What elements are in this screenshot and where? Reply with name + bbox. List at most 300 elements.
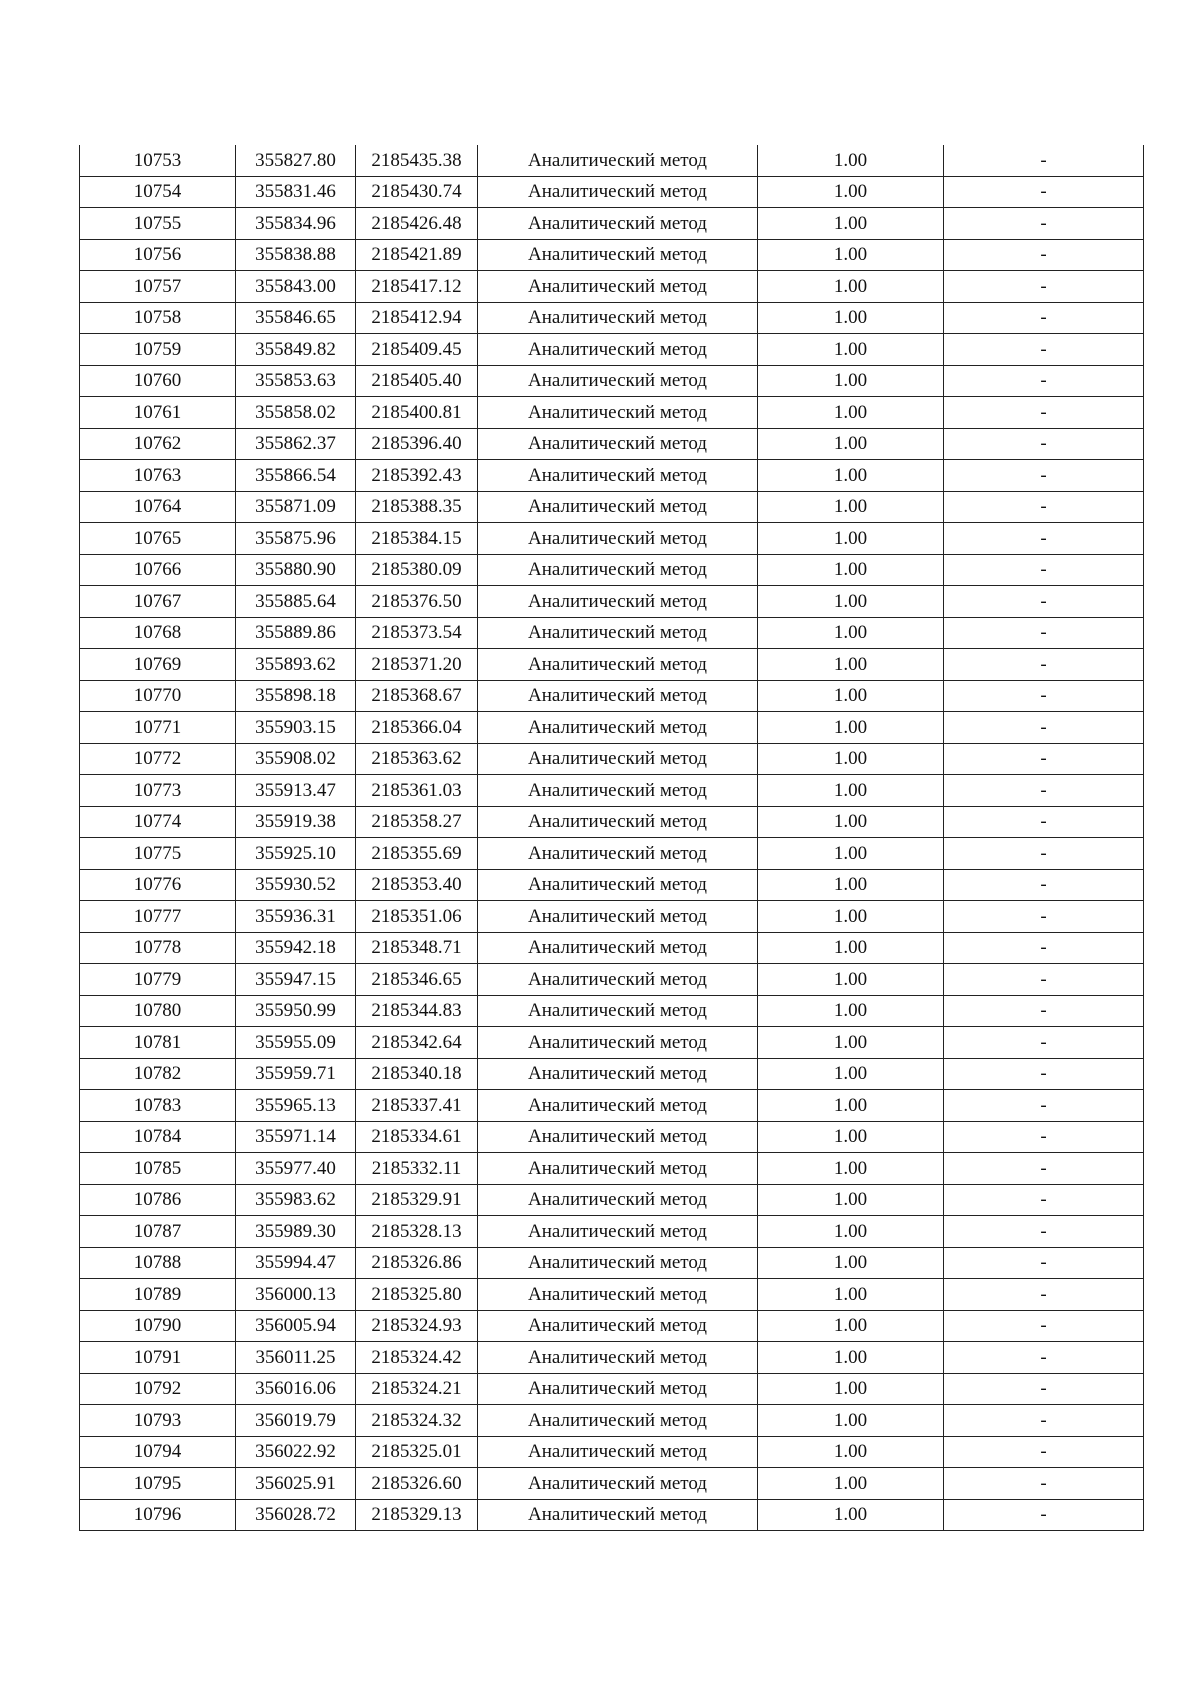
point-number-cell: 10763: [80, 460, 236, 492]
accuracy-cell: 1.00: [758, 397, 944, 429]
y-coordinate-cell: 2185342.64: [356, 1027, 478, 1059]
y-coordinate-cell: 2185388.35: [356, 491, 478, 523]
table-row: [80, 523, 1144, 555]
table-row: [80, 712, 1144, 744]
description-cell: -: [944, 554, 1144, 586]
accuracy-cell: 1.00: [758, 649, 944, 681]
y-coordinate-cell: 2185344.83: [356, 995, 478, 1027]
x-coordinate-cell: 355908.02: [236, 743, 356, 775]
description-cell: -: [944, 586, 1144, 618]
method-cell: Аналитический метод: [478, 964, 758, 996]
description-cell: -: [944, 491, 1144, 523]
x-coordinate-cell: 355862.37: [236, 428, 356, 460]
y-coordinate-cell: 2185332.11: [356, 1153, 478, 1185]
x-coordinate-cell: 356025.91: [236, 1468, 356, 1500]
table-row: [80, 838, 1144, 870]
description-cell: -: [944, 1499, 1144, 1531]
x-coordinate-cell: 355838.88: [236, 239, 356, 271]
table-row: [80, 1121, 1144, 1153]
accuracy-cell: 1.00: [758, 491, 944, 523]
accuracy-cell: 1.00: [758, 964, 944, 996]
method-cell: Аналитический метод: [478, 743, 758, 775]
y-coordinate-cell: 2185426.48: [356, 208, 478, 240]
method-cell: Аналитический метод: [478, 901, 758, 933]
description-cell: -: [944, 1216, 1144, 1248]
x-coordinate-cell: 355866.54: [236, 460, 356, 492]
x-coordinate-cell: 355983.62: [236, 1184, 356, 1216]
method-cell: Аналитический метод: [478, 554, 758, 586]
table-row: [80, 1279, 1144, 1311]
y-coordinate-cell: 2185400.81: [356, 397, 478, 429]
accuracy-cell: 1.00: [758, 617, 944, 649]
table-row: [80, 1058, 1144, 1090]
accuracy-cell: 1.00: [758, 1153, 944, 1185]
x-coordinate-cell: 355849.82: [236, 334, 356, 366]
table-row: [80, 1027, 1144, 1059]
method-cell: Аналитический метод: [478, 334, 758, 366]
y-coordinate-cell: 2185325.01: [356, 1436, 478, 1468]
description-cell: -: [944, 302, 1144, 334]
table-row: [80, 1153, 1144, 1185]
description-cell: -: [944, 1279, 1144, 1311]
accuracy-cell: 1.00: [758, 712, 944, 744]
accuracy-cell: 1.00: [758, 1027, 944, 1059]
point-number-cell: 10771: [80, 712, 236, 744]
accuracy-cell: 1.00: [758, 901, 944, 933]
description-cell: -: [944, 869, 1144, 901]
x-coordinate-cell: 355959.71: [236, 1058, 356, 1090]
point-number-cell: 10789: [80, 1279, 236, 1311]
y-coordinate-cell: 2185358.27: [356, 806, 478, 838]
table-row: [80, 554, 1144, 586]
x-coordinate-cell: 355971.14: [236, 1121, 356, 1153]
method-cell: Аналитический метод: [478, 523, 758, 555]
x-coordinate-cell: 356011.25: [236, 1342, 356, 1374]
point-number-cell: 10754: [80, 176, 236, 208]
description-cell: -: [944, 1153, 1144, 1185]
description-cell: -: [944, 932, 1144, 964]
description-cell: -: [944, 964, 1144, 996]
method-cell: Аналитический метод: [478, 869, 758, 901]
table-row: [80, 1468, 1144, 1500]
table-row: [80, 176, 1144, 208]
description-cell: -: [944, 1373, 1144, 1405]
point-number-cell: 10756: [80, 239, 236, 271]
y-coordinate-cell: 2185409.45: [356, 334, 478, 366]
y-coordinate-cell: 2185334.61: [356, 1121, 478, 1153]
table-row: [80, 145, 1144, 176]
point-number-cell: 10794: [80, 1436, 236, 1468]
method-cell: Аналитический метод: [478, 712, 758, 744]
accuracy-cell: 1.00: [758, 523, 944, 555]
accuracy-cell: 1.00: [758, 1342, 944, 1374]
method-cell: Аналитический метод: [478, 208, 758, 240]
accuracy-cell: 1.00: [758, 208, 944, 240]
method-cell: Аналитический метод: [478, 1247, 758, 1279]
method-cell: Аналитический метод: [478, 995, 758, 1027]
table-row: [80, 397, 1144, 429]
y-coordinate-cell: 2185324.21: [356, 1373, 478, 1405]
table-row: [80, 743, 1144, 775]
x-coordinate-cell: 355853.63: [236, 365, 356, 397]
accuracy-cell: 1.00: [758, 1373, 944, 1405]
method-cell: Аналитический метод: [478, 176, 758, 208]
method-cell: Аналитический метод: [478, 617, 758, 649]
description-cell: -: [944, 208, 1144, 240]
method-cell: Аналитический метод: [478, 680, 758, 712]
x-coordinate-cell: 355827.80: [236, 145, 356, 176]
description-cell: -: [944, 145, 1144, 176]
description-cell: -: [944, 901, 1144, 933]
table-row: [80, 1405, 1144, 1437]
y-coordinate-cell: 2185324.42: [356, 1342, 478, 1374]
table-row: [80, 271, 1144, 303]
accuracy-cell: 1.00: [758, 428, 944, 460]
accuracy-cell: 1.00: [758, 806, 944, 838]
description-cell: -: [944, 176, 1144, 208]
method-cell: Аналитический метод: [478, 1121, 758, 1153]
table-row: [80, 365, 1144, 397]
point-number-cell: 10765: [80, 523, 236, 555]
point-number-cell: 10788: [80, 1247, 236, 1279]
point-number-cell: 10764: [80, 491, 236, 523]
point-number-cell: 10776: [80, 869, 236, 901]
y-coordinate-cell: 2185380.09: [356, 554, 478, 586]
x-coordinate-cell: 355947.15: [236, 964, 356, 996]
point-number-cell: 10793: [80, 1405, 236, 1437]
method-cell: Аналитический метод: [478, 491, 758, 523]
y-coordinate-cell: 2185366.04: [356, 712, 478, 744]
accuracy-cell: 1.00: [758, 460, 944, 492]
method-cell: Аналитический метод: [478, 1216, 758, 1248]
method-cell: Аналитический метод: [478, 271, 758, 303]
method-cell: Аналитический метод: [478, 775, 758, 807]
method-cell: Аналитический метод: [478, 460, 758, 492]
x-coordinate-cell: 356016.06: [236, 1373, 356, 1405]
x-coordinate-cell: 356028.72: [236, 1499, 356, 1531]
x-coordinate-cell: 355965.13: [236, 1090, 356, 1122]
description-cell: -: [944, 239, 1144, 271]
y-coordinate-cell: 2185376.50: [356, 586, 478, 618]
accuracy-cell: 1.00: [758, 775, 944, 807]
accuracy-cell: 1.00: [758, 1279, 944, 1311]
point-number-cell: 10785: [80, 1153, 236, 1185]
point-number-cell: 10781: [80, 1027, 236, 1059]
table-row: [80, 775, 1144, 807]
description-cell: -: [944, 271, 1144, 303]
method-cell: Аналитический метод: [478, 1058, 758, 1090]
accuracy-cell: 1.00: [758, 586, 944, 618]
point-number-cell: 10770: [80, 680, 236, 712]
table-row: [80, 1342, 1144, 1374]
point-number-cell: 10758: [80, 302, 236, 334]
accuracy-cell: 1.00: [758, 1121, 944, 1153]
x-coordinate-cell: 355903.15: [236, 712, 356, 744]
x-coordinate-cell: 355936.31: [236, 901, 356, 933]
y-coordinate-cell: 2185396.40: [356, 428, 478, 460]
x-coordinate-cell: 355994.47: [236, 1247, 356, 1279]
description-cell: -: [944, 523, 1144, 555]
description-cell: -: [944, 712, 1144, 744]
description-cell: -: [944, 1342, 1144, 1374]
x-coordinate-cell: 355913.47: [236, 775, 356, 807]
method-cell: Аналитический метод: [478, 1279, 758, 1311]
description-cell: -: [944, 806, 1144, 838]
method-cell: Аналитический метод: [478, 1090, 758, 1122]
accuracy-cell: 1.00: [758, 302, 944, 334]
y-coordinate-cell: 2185353.40: [356, 869, 478, 901]
description-cell: -: [944, 649, 1144, 681]
table-row: [80, 1310, 1144, 1342]
x-coordinate-cell: 355919.38: [236, 806, 356, 838]
point-number-cell: 10790: [80, 1310, 236, 1342]
description-cell: -: [944, 397, 1144, 429]
x-coordinate-cell: 356000.13: [236, 1279, 356, 1311]
y-coordinate-cell: 2185405.40: [356, 365, 478, 397]
point-number-cell: 10784: [80, 1121, 236, 1153]
accuracy-cell: 1.00: [758, 239, 944, 271]
x-coordinate-cell: 355843.00: [236, 271, 356, 303]
y-coordinate-cell: 2185351.06: [356, 901, 478, 933]
description-cell: -: [944, 1027, 1144, 1059]
y-coordinate-cell: 2185412.94: [356, 302, 478, 334]
description-cell: -: [944, 617, 1144, 649]
point-number-cell: 10755: [80, 208, 236, 240]
accuracy-cell: 1.00: [758, 932, 944, 964]
table-row: [80, 617, 1144, 649]
description-cell: -: [944, 680, 1144, 712]
x-coordinate-cell: 355889.86: [236, 617, 356, 649]
table-row: [80, 806, 1144, 838]
y-coordinate-cell: 2185328.13: [356, 1216, 478, 1248]
accuracy-cell: 1.00: [758, 365, 944, 397]
table-row: [80, 901, 1144, 933]
description-cell: -: [944, 1247, 1144, 1279]
method-cell: Аналитический метод: [478, 1153, 758, 1185]
y-coordinate-cell: 2185417.12: [356, 271, 478, 303]
table-row: [80, 869, 1144, 901]
x-coordinate-cell: 355834.96: [236, 208, 356, 240]
point-number-cell: 10777: [80, 901, 236, 933]
y-coordinate-cell: 2185348.71: [356, 932, 478, 964]
table-row: [80, 208, 1144, 240]
y-coordinate-cell: 2185329.91: [356, 1184, 478, 1216]
table-row: [80, 1090, 1144, 1122]
y-coordinate-cell: 2185361.03: [356, 775, 478, 807]
table-row: [80, 460, 1144, 492]
accuracy-cell: 1.00: [758, 1310, 944, 1342]
description-cell: -: [944, 1090, 1144, 1122]
method-cell: Аналитический метод: [478, 1027, 758, 1059]
description-cell: -: [944, 1468, 1144, 1500]
method-cell: Аналитический метод: [478, 1405, 758, 1437]
accuracy-cell: 1.00: [758, 680, 944, 712]
accuracy-cell: 1.00: [758, 743, 944, 775]
y-coordinate-cell: 2185337.41: [356, 1090, 478, 1122]
method-cell: Аналитический метод: [478, 1373, 758, 1405]
x-coordinate-cell: 355950.99: [236, 995, 356, 1027]
coordinates-table: [79, 145, 1144, 1531]
x-coordinate-cell: 355880.90: [236, 554, 356, 586]
y-coordinate-cell: 2185430.74: [356, 176, 478, 208]
accuracy-cell: 1.00: [758, 145, 944, 176]
accuracy-cell: 1.00: [758, 334, 944, 366]
y-coordinate-cell: 2185346.65: [356, 964, 478, 996]
method-cell: Аналитический метод: [478, 1342, 758, 1374]
y-coordinate-cell: 2185384.15: [356, 523, 478, 555]
accuracy-cell: 1.00: [758, 271, 944, 303]
point-number-cell: 10787: [80, 1216, 236, 1248]
accuracy-cell: 1.00: [758, 1405, 944, 1437]
description-cell: -: [944, 1436, 1144, 1468]
point-number-cell: 10769: [80, 649, 236, 681]
table-row: [80, 1373, 1144, 1405]
y-coordinate-cell: 2185340.18: [356, 1058, 478, 1090]
table-row: [80, 995, 1144, 1027]
method-cell: Аналитический метод: [478, 932, 758, 964]
point-number-cell: 10760: [80, 365, 236, 397]
point-number-cell: 10774: [80, 806, 236, 838]
point-number-cell: 10782: [80, 1058, 236, 1090]
table-row: [80, 1247, 1144, 1279]
description-cell: -: [944, 775, 1144, 807]
table-row: [80, 586, 1144, 618]
table-row: [80, 1499, 1144, 1531]
description-cell: -: [944, 365, 1144, 397]
point-number-cell: 10759: [80, 334, 236, 366]
x-coordinate-cell: 355893.62: [236, 649, 356, 681]
point-number-cell: 10778: [80, 932, 236, 964]
x-coordinate-cell: 355989.30: [236, 1216, 356, 1248]
description-cell: -: [944, 1405, 1144, 1437]
method-cell: Аналитический метод: [478, 838, 758, 870]
accuracy-cell: 1.00: [758, 1499, 944, 1531]
point-number-cell: 10767: [80, 586, 236, 618]
point-number-cell: 10792: [80, 1373, 236, 1405]
x-coordinate-cell: 355871.09: [236, 491, 356, 523]
description-cell: -: [944, 1058, 1144, 1090]
x-coordinate-cell: 355846.65: [236, 302, 356, 334]
y-coordinate-cell: 2185392.43: [356, 460, 478, 492]
y-coordinate-cell: 2185421.89: [356, 239, 478, 271]
description-cell: -: [944, 460, 1144, 492]
accuracy-cell: 1.00: [758, 1184, 944, 1216]
x-coordinate-cell: 355831.46: [236, 176, 356, 208]
accuracy-cell: 1.00: [758, 838, 944, 870]
method-cell: Аналитический метод: [478, 145, 758, 176]
accuracy-cell: 1.00: [758, 1058, 944, 1090]
table-row: [80, 491, 1144, 523]
table-row: [80, 649, 1144, 681]
method-cell: Аналитический метод: [478, 1499, 758, 1531]
y-coordinate-cell: 2185363.62: [356, 743, 478, 775]
accuracy-cell: 1.00: [758, 1216, 944, 1248]
y-coordinate-cell: 2185326.60: [356, 1468, 478, 1500]
point-number-cell: 10779: [80, 964, 236, 996]
table-row: [80, 428, 1144, 460]
x-coordinate-cell: 356022.92: [236, 1436, 356, 1468]
x-coordinate-cell: 355955.09: [236, 1027, 356, 1059]
y-coordinate-cell: 2185435.38: [356, 145, 478, 176]
point-number-cell: 10796: [80, 1499, 236, 1531]
point-number-cell: 10780: [80, 995, 236, 1027]
table-row: [80, 932, 1144, 964]
x-coordinate-cell: 356005.94: [236, 1310, 356, 1342]
method-cell: Аналитический метод: [478, 397, 758, 429]
y-coordinate-cell: 2185325.80: [356, 1279, 478, 1311]
description-cell: -: [944, 838, 1144, 870]
method-cell: Аналитический метод: [478, 365, 758, 397]
accuracy-cell: 1.00: [758, 1247, 944, 1279]
method-cell: Аналитический метод: [478, 1436, 758, 1468]
point-number-cell: 10773: [80, 775, 236, 807]
y-coordinate-cell: 2185373.54: [356, 617, 478, 649]
y-coordinate-cell: 2185324.93: [356, 1310, 478, 1342]
description-cell: -: [944, 743, 1144, 775]
point-number-cell: 10775: [80, 838, 236, 870]
point-number-cell: 10791: [80, 1342, 236, 1374]
method-cell: Аналитический метод: [478, 428, 758, 460]
accuracy-cell: 1.00: [758, 1090, 944, 1122]
table-row: [80, 302, 1144, 334]
x-coordinate-cell: 355858.02: [236, 397, 356, 429]
table-row: [80, 680, 1144, 712]
method-cell: Аналитический метод: [478, 586, 758, 618]
method-cell: Аналитический метод: [478, 806, 758, 838]
description-cell: -: [944, 1121, 1144, 1153]
point-number-cell: 10762: [80, 428, 236, 460]
point-number-cell: 10753: [80, 145, 236, 176]
point-number-cell: 10783: [80, 1090, 236, 1122]
y-coordinate-cell: 2185368.67: [356, 680, 478, 712]
method-cell: Аналитический метод: [478, 302, 758, 334]
point-number-cell: 10768: [80, 617, 236, 649]
x-coordinate-cell: 355925.10: [236, 838, 356, 870]
y-coordinate-cell: 2185371.20: [356, 649, 478, 681]
point-number-cell: 10772: [80, 743, 236, 775]
point-number-cell: 10786: [80, 1184, 236, 1216]
coordinates-table-body: [80, 145, 1144, 1531]
x-coordinate-cell: 355898.18: [236, 680, 356, 712]
x-coordinate-cell: 355977.40: [236, 1153, 356, 1185]
method-cell: Аналитический метод: [478, 1468, 758, 1500]
method-cell: Аналитический метод: [478, 649, 758, 681]
table-row: [80, 1184, 1144, 1216]
point-number-cell: 10761: [80, 397, 236, 429]
accuracy-cell: 1.00: [758, 554, 944, 586]
y-coordinate-cell: 2185324.32: [356, 1405, 478, 1437]
table-row: [80, 964, 1144, 996]
y-coordinate-cell: 2185355.69: [356, 838, 478, 870]
point-number-cell: 10795: [80, 1468, 236, 1500]
x-coordinate-cell: 355942.18: [236, 932, 356, 964]
description-cell: -: [944, 995, 1144, 1027]
method-cell: Аналитический метод: [478, 1184, 758, 1216]
x-coordinate-cell: 356019.79: [236, 1405, 356, 1437]
point-number-cell: 10766: [80, 554, 236, 586]
point-number-cell: 10757: [80, 271, 236, 303]
description-cell: -: [944, 428, 1144, 460]
accuracy-cell: 1.00: [758, 995, 944, 1027]
x-coordinate-cell: 355885.64: [236, 586, 356, 618]
method-cell: Аналитический метод: [478, 239, 758, 271]
description-cell: -: [944, 1184, 1144, 1216]
accuracy-cell: 1.00: [758, 1436, 944, 1468]
table-row: [80, 1436, 1144, 1468]
table-row: [80, 1216, 1144, 1248]
x-coordinate-cell: 355930.52: [236, 869, 356, 901]
x-coordinate-cell: 355875.96: [236, 523, 356, 555]
